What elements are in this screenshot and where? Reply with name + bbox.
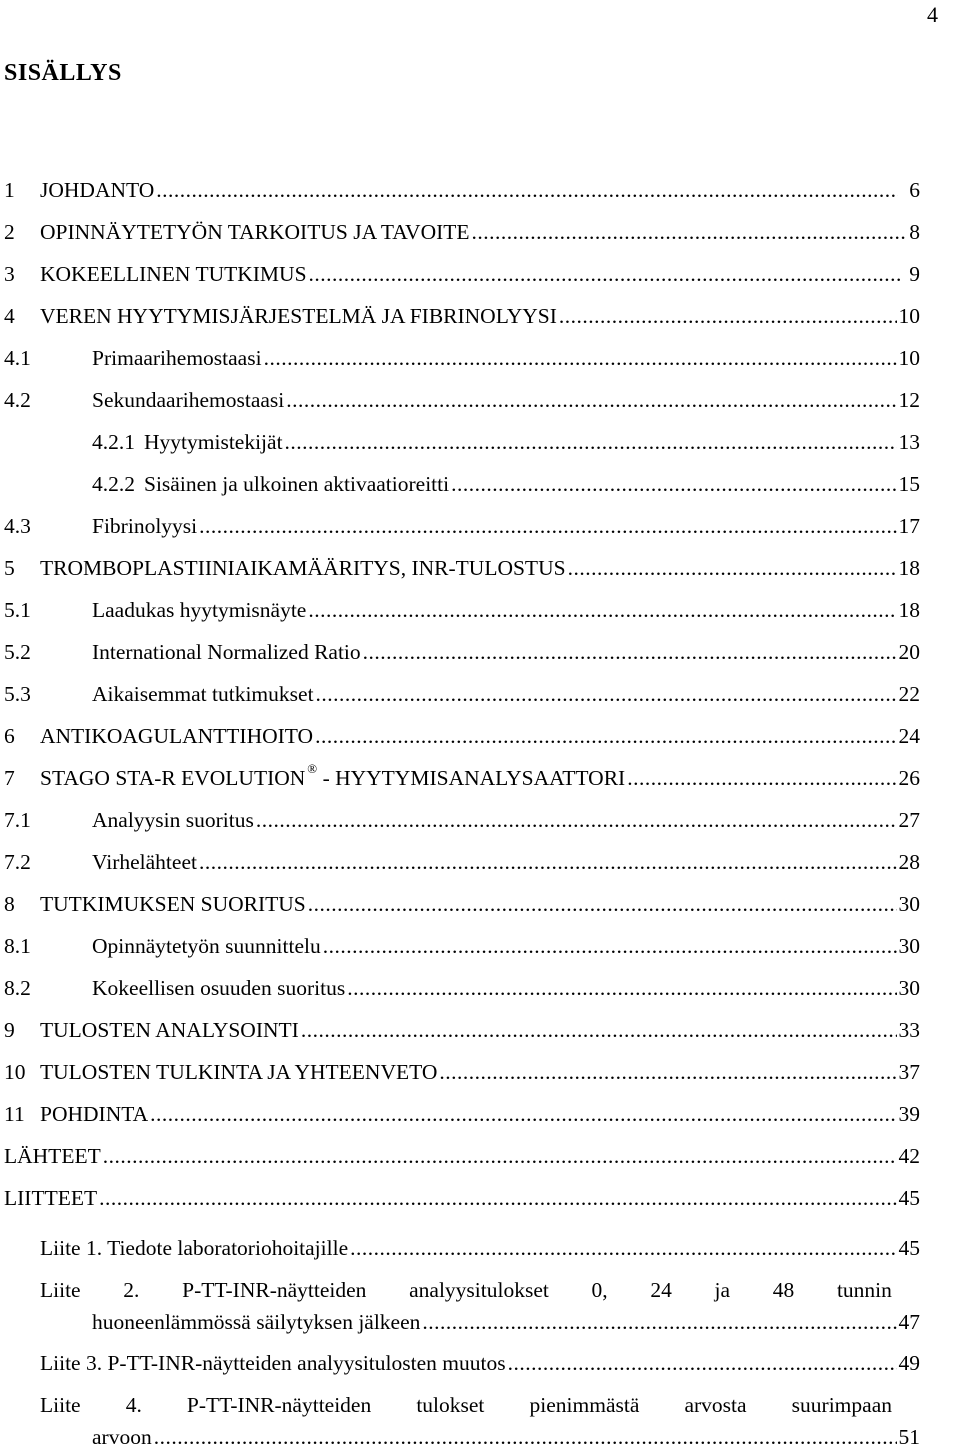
toc-entry-number: 4.2.1 — [92, 430, 135, 454]
toc-entry-page: 22 — [898, 682, 920, 706]
toc-entry[interactable] — [0, 805, 960, 835]
toc-entry-title: Analyysin suoritus — [92, 808, 254, 832]
toc-entry-page: 26 — [898, 766, 920, 790]
dot-leader — [308, 889, 897, 919]
toc-entry-word: arvosta — [684, 1393, 747, 1417]
toc-entry-number: 5.2 — [4, 640, 31, 664]
toc-entry-page: 12 — [898, 388, 920, 412]
dot-leader — [256, 805, 897, 835]
toc-entry[interactable] — [0, 301, 960, 331]
dot-leader — [568, 553, 897, 583]
toc-entry-number: 1 — [4, 178, 15, 202]
dot-leader — [347, 973, 896, 1003]
toc-entry-title: LIITTEET — [4, 1186, 98, 1210]
toc-entry-number: 8 — [4, 892, 15, 916]
toc-entry-page: 39 — [898, 1102, 920, 1126]
toc-entry-word: Liite — [40, 1278, 81, 1302]
dot-leader — [439, 1057, 896, 1087]
dot-leader — [316, 679, 897, 709]
toc-entry-page: 47 — [898, 1310, 920, 1334]
toc-entry-number: 4.1 — [4, 346, 31, 370]
toc-entry-title: Virhelähteet — [92, 850, 197, 874]
toc-entry-word: tulokset — [416, 1393, 485, 1417]
toc-entry-title: Sekundaarihemostaasi — [92, 388, 285, 412]
dot-leader — [103, 1141, 897, 1171]
dot-leader — [350, 1233, 896, 1263]
dot-leader — [559, 301, 897, 331]
dot-leader — [323, 931, 897, 961]
toc-entry[interactable] — [0, 427, 960, 457]
dot-leader — [150, 1099, 896, 1129]
toc-entry-title: International Normalized Ratio — [92, 640, 361, 664]
toc-entry-number: 9 — [4, 1018, 15, 1042]
dot-leader — [363, 637, 897, 667]
toc-entry-title: TULOSTEN TULKINTA JA YHTEENVETO — [40, 1060, 438, 1084]
dot-leader — [451, 469, 896, 499]
toc-entry-page: 17 — [898, 514, 920, 538]
toc-entry-title: Aikaisemmat tutkimukset — [92, 682, 314, 706]
toc-entry-number: 5.1 — [4, 598, 31, 622]
toc-entry-title-continued: huoneenlämmössä säilytyksen jälkeen — [92, 1310, 421, 1334]
toc-entry-page: 24 — [898, 724, 920, 748]
dot-leader — [508, 1348, 897, 1378]
toc-entry-title: LÄHTEET — [4, 1144, 101, 1168]
toc-title: SISÄLLYS — [4, 60, 122, 86]
toc-entry-number: 5.3 — [4, 682, 31, 706]
toc-entry-title: JOHDANTO — [40, 178, 155, 202]
toc-entry-page: 45 — [898, 1186, 920, 1210]
toc-entry[interactable] — [0, 553, 960, 583]
toc-entry-word: Liite — [40, 1393, 81, 1417]
toc-entry-page: 30 — [898, 976, 920, 1000]
toc-entry-title: Liite 3. P-TT-INR-näytteiden analyysitulosten muutos — [40, 1351, 506, 1375]
toc-entry[interactable] — [0, 1057, 960, 1087]
toc-entry-page: 13 — [898, 430, 920, 454]
registered-mark: ® — [307, 761, 318, 776]
toc-entry-page: 18 — [898, 556, 920, 580]
toc-entry-number: 10 — [4, 1060, 26, 1084]
dot-leader — [156, 175, 898, 205]
toc-entry[interactable] — [0, 259, 960, 289]
toc-entry-word: analyysitulokset — [409, 1278, 549, 1302]
toc-entry-page: 15 — [898, 472, 920, 496]
toc-entry[interactable] — [0, 721, 960, 751]
toc-entry-word: 2. — [123, 1278, 140, 1302]
toc-entry-number: 4.3 — [4, 514, 31, 538]
toc-entry-number: 8.1 — [4, 934, 31, 958]
toc-entry-number: 8.2 — [4, 976, 31, 1000]
toc-entry-page: 18 — [898, 598, 920, 622]
toc-entry-page: 10 — [898, 304, 920, 328]
toc-entry-number: 7.1 — [4, 808, 31, 832]
toc-entry-page: 49 — [898, 1351, 920, 1375]
toc-entry[interactable] — [0, 595, 960, 625]
toc-entry-title: STAGO STA-R EVOLUTION ® - HYYTYMISANALYSAATTORI — [40, 761, 626, 790]
toc-entry-number: 4.2.2 — [92, 472, 135, 496]
toc-entry-page: 51 — [898, 1425, 920, 1449]
toc-entry[interactable] — [0, 637, 960, 667]
toc-entry-page: 37 — [898, 1060, 920, 1084]
dot-leader — [472, 217, 907, 247]
toc-entry[interactable] — [0, 217, 960, 247]
toc-entry-title: POHDINTA — [40, 1102, 149, 1126]
toc-entry-page: 42 — [898, 1144, 920, 1168]
dot-leader — [627, 763, 896, 793]
toc-entry-page: 45 — [898, 1236, 920, 1260]
toc-entry[interactable] — [0, 175, 960, 205]
toc-entry[interactable] — [0, 511, 960, 541]
dot-leader — [199, 511, 896, 541]
toc-entry-title: OPINNÄYTETYÖN TARKOITUS JA TAVOITE — [40, 220, 470, 244]
dot-leader — [309, 259, 903, 289]
toc-entry-word: ja — [714, 1278, 731, 1302]
toc-entry-title: TULOSTEN ANALYSOINTI — [40, 1018, 299, 1042]
toc-entry-title-line — [40, 1390, 892, 1420]
toc-entry-number: 7.2 — [4, 850, 31, 874]
toc-entry-word: 0, — [591, 1278, 608, 1302]
dot-leader — [422, 1307, 896, 1337]
toc-entry-word: 24 — [650, 1278, 672, 1302]
toc-entry[interactable] — [0, 1099, 960, 1129]
toc-entry-number: 4.2 — [4, 388, 31, 412]
dot-leader — [301, 1015, 897, 1045]
toc-entry[interactable] — [0, 847, 960, 877]
toc-entry-number: 4 — [4, 304, 15, 328]
toc-entry[interactable] — [0, 679, 960, 709]
toc-entry-number: 3 — [4, 262, 15, 286]
toc-entry-page: 9 — [909, 262, 920, 286]
dot-leader — [99, 1183, 896, 1213]
toc-entry-page: 10 — [898, 346, 920, 370]
toc-entry-page: 8 — [909, 220, 920, 244]
toc-entry-page: 20 — [898, 640, 920, 664]
toc-entry[interactable] — [0, 343, 960, 373]
dot-leader — [286, 385, 896, 415]
toc-entry-title: Primaarihemostaasi — [92, 346, 262, 370]
dot-leader — [154, 1422, 897, 1452]
toc-entry-title-continued: arvoon — [92, 1425, 152, 1449]
toc-entry[interactable] — [0, 931, 960, 961]
toc-entry-title-line — [40, 1275, 892, 1305]
toc-entry[interactable] — [0, 1183, 960, 1213]
toc-entry-title: Kokeellisen osuuden suoritus — [92, 976, 346, 1000]
toc-entry-page: 6 — [909, 178, 920, 202]
toc-entry-title: Liite 1. Tiedote laboratoriohoitajille — [40, 1236, 349, 1260]
toc-entry-title: Hyytymistekijät — [144, 430, 283, 454]
toc-entry-title: TROMBOPLASTIINIAIKAMÄÄRITYS, INR-TULOSTUS — [40, 556, 566, 580]
dot-leader — [308, 595, 896, 625]
dot-leader — [199, 847, 897, 877]
toc-entry-page: 28 — [898, 850, 920, 874]
toc-entry-page: 30 — [898, 892, 920, 916]
toc-entry-title: Opinnäytetyön suunnittelu — [92, 934, 321, 958]
toc-entry-word: 4. — [125, 1393, 142, 1417]
toc-entry-page: 30 — [898, 934, 920, 958]
toc-entry-title: TUTKIMUKSEN SUORITUS — [40, 892, 306, 916]
page-number: 4 — [927, 2, 938, 27]
toc-entry[interactable] — [0, 469, 960, 499]
toc-entry-page: 27 — [898, 808, 920, 832]
toc-entry[interactable] — [0, 1233, 960, 1263]
toc-entry-word: P-TT-INR-näytteiden — [186, 1393, 372, 1417]
toc-entry-word: pienimmästä — [529, 1393, 640, 1417]
dot-leader — [264, 343, 897, 373]
toc-entry-title: Laadukas hyytymisnäyte — [92, 598, 307, 622]
toc-entry-number: 11 — [4, 1102, 25, 1126]
toc-entry-title: Fibrinolyysi — [92, 514, 198, 538]
toc-entry[interactable] — [0, 1141, 960, 1171]
toc-entry-number: 5 — [4, 556, 15, 580]
toc-entry[interactable] — [0, 889, 960, 919]
dot-leader — [285, 427, 897, 457]
toc-entry-word: suurimpaan — [791, 1393, 892, 1417]
toc-entry[interactable] — [0, 763, 960, 793]
toc-entry-number: 2 — [4, 220, 15, 244]
toc-entry-word: 48 — [772, 1278, 795, 1302]
toc-entry[interactable] — [0, 1015, 960, 1045]
toc-entry-title: Sisäinen ja ulkoinen aktivaatioreitti — [144, 472, 450, 496]
toc-entry[interactable] — [0, 385, 960, 415]
dot-leader — [315, 721, 896, 751]
toc-entry-number: 6 — [4, 724, 15, 748]
toc-entry-word: P-TT-INR-näytteiden — [182, 1278, 367, 1302]
toc-entry-title: VEREN HYYTYMISJÄRJESTELMÄ JA FIBRINOLYYSI — [40, 304, 557, 328]
toc-entry-number: 7 — [4, 766, 15, 790]
toc-entry[interactable] — [0, 973, 960, 1003]
toc-entry-page: 33 — [898, 1018, 920, 1042]
toc-entry-word: tunnin — [836, 1278, 892, 1302]
toc-entry-title: KOKEELLINEN TUTKIMUS — [40, 262, 307, 286]
toc-entry-title: ANTIKOAGULANTTIHOITO — [40, 724, 314, 748]
